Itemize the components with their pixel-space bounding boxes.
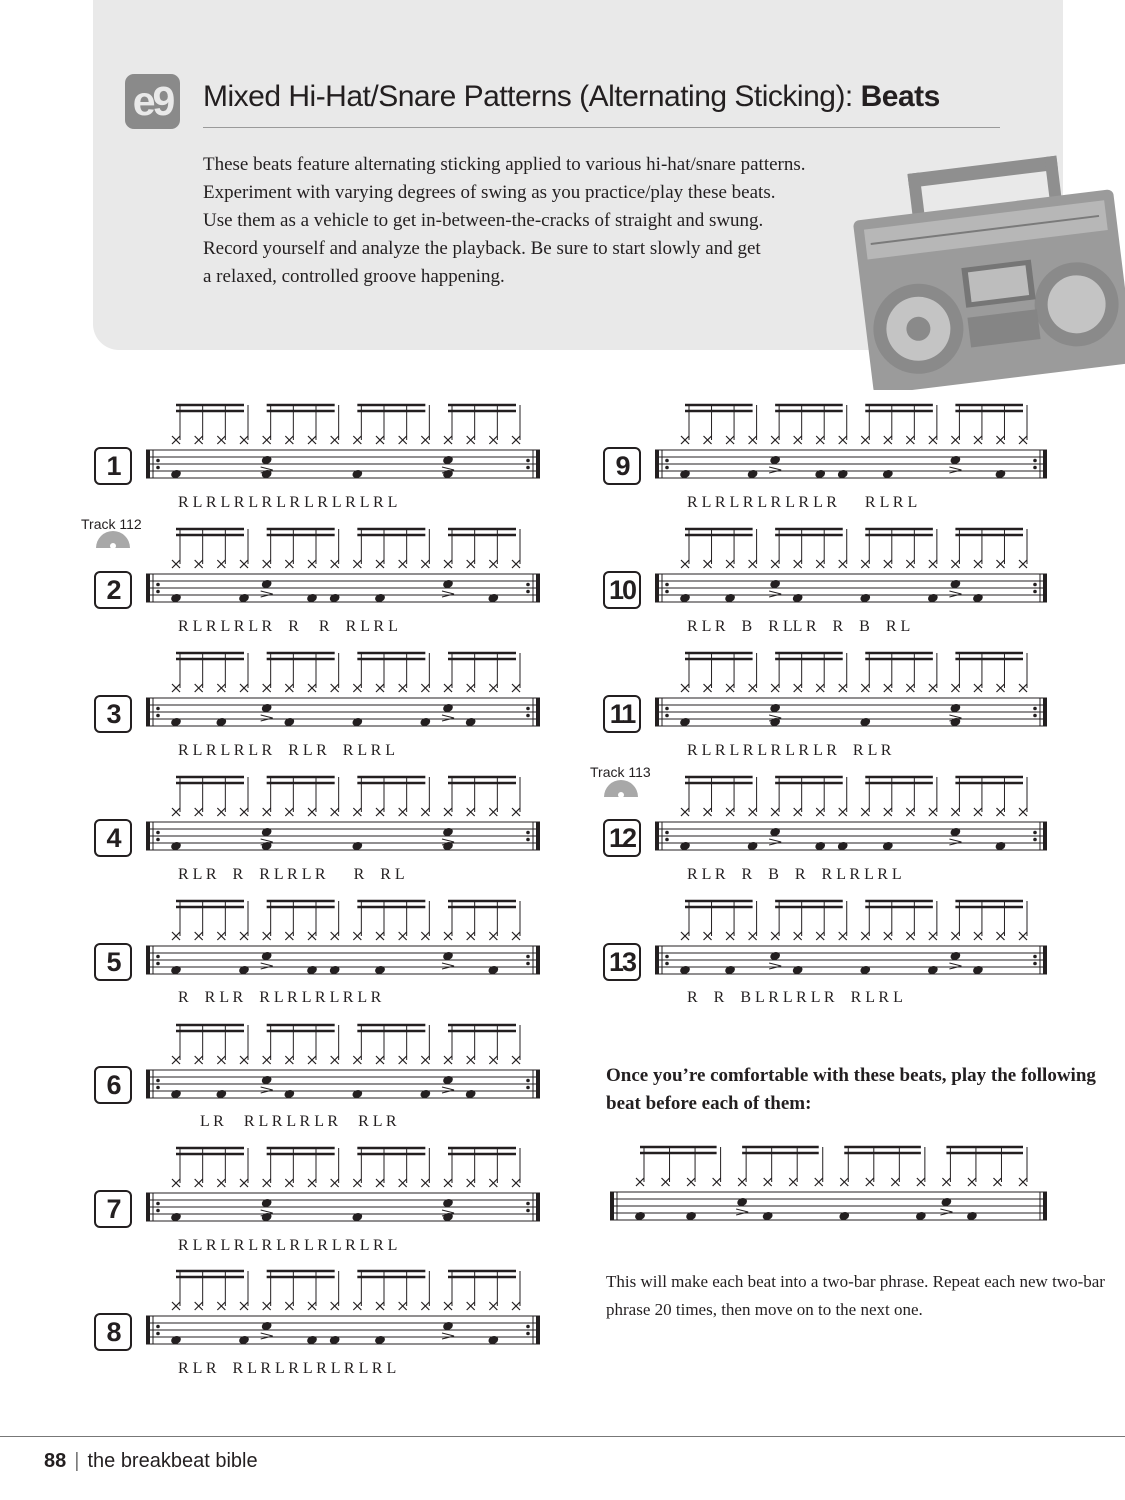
sticking-11: R L R L R L R L R L R R L R: [687, 742, 892, 759]
accent-mark: [769, 963, 781, 969]
book-title: the breakbeat bible: [87, 1450, 258, 1472]
repeat-dot: [1033, 707, 1037, 711]
accent-mark: [261, 1333, 273, 1339]
accent-mark: [261, 963, 273, 969]
exercise-number-5: 5: [94, 943, 132, 981]
repeat-dot: [1033, 838, 1037, 842]
repeat-dot: [156, 583, 160, 587]
cd-icon-hole: [618, 792, 624, 798]
repeat-dot: [156, 838, 160, 842]
repeat-dot: [526, 1202, 530, 1206]
exercise-number-6: 6: [94, 1066, 132, 1104]
barline-thick: [655, 698, 659, 726]
barline-thick: [655, 450, 659, 478]
barline-thick: [146, 1193, 150, 1221]
repeat-dot: [156, 831, 160, 835]
barline-thick: [655, 822, 659, 850]
repeat-dot: [526, 838, 530, 842]
repeat-dot: [156, 590, 160, 594]
accent-mark: [442, 1087, 454, 1093]
repeat-dot: [1033, 459, 1037, 463]
footer-separator: |: [74, 1450, 80, 1472]
sticking-7: R L R L R L R L R L R L R L R L: [178, 1237, 398, 1254]
repeat-dot: [665, 583, 669, 587]
exercise-number-10: 10: [603, 571, 641, 609]
repeat-dot: [526, 1325, 530, 1329]
repeat-dot: [665, 459, 669, 463]
barline-thick: [146, 946, 150, 974]
repeat-dot: [526, 1332, 530, 1336]
exercise-number-8: 8: [94, 1313, 132, 1351]
barline-thick: [655, 574, 659, 602]
accent-mark: [769, 839, 781, 845]
footer-rule: [0, 1436, 1125, 1437]
sticking-10: R L R B R LL R R B R L: [687, 618, 911, 635]
barline-thick: [1043, 946, 1047, 974]
accent-mark: [736, 1209, 748, 1215]
repeat-dot: [156, 707, 160, 711]
accent-mark: [442, 963, 454, 969]
barline-thick: [146, 698, 150, 726]
repeat-dot: [665, 831, 669, 835]
title-regular: Mixed Hi-Hat/Snare Patterns (Alternating Sticking):: [203, 80, 861, 113]
accent-mark: [949, 963, 961, 969]
repeat-dot: [665, 714, 669, 718]
repeat-dot: [665, 962, 669, 966]
repeat-dot: [1033, 955, 1037, 959]
repeat-dot: [156, 1086, 160, 1090]
accent-mark: [949, 839, 961, 845]
page-number: 88: [44, 1450, 67, 1472]
repeat-dot: [526, 1209, 530, 1213]
track-label-112: Track 112: [81, 516, 142, 532]
repeat-dot: [526, 583, 530, 587]
repeat-dot: [665, 955, 669, 959]
accent-mark: [442, 1333, 454, 1339]
repeat-dot: [1033, 466, 1037, 470]
repeat-dot: [526, 466, 530, 470]
sticking-12: R L R R B R R L R L R L: [687, 866, 902, 883]
barline-thick: [146, 450, 150, 478]
accent-mark: [769, 591, 781, 597]
repeat-dot: [665, 707, 669, 711]
repeat-dot: [156, 459, 160, 463]
repeat-dot: [1033, 962, 1037, 966]
repeat-dot: [156, 962, 160, 966]
barline-thick: [1043, 574, 1047, 602]
exercise-number-1: 1: [94, 447, 132, 485]
accent-mark: [949, 467, 961, 473]
sticking-13: R R B L R L R L R R L R L: [687, 989, 903, 1006]
barline-thick: [146, 1070, 150, 1098]
sticking-6: L R R L R L R L R R L R: [200, 1113, 397, 1130]
repeat-dot: [526, 714, 530, 718]
barline-thick: [146, 574, 150, 602]
repeat-dot: [156, 1202, 160, 1206]
barline-thick: [1043, 450, 1047, 478]
repeat-dot: [1033, 590, 1037, 594]
repeat-dot: [156, 955, 160, 959]
accent-mark: [261, 1087, 273, 1093]
barline-thick: [536, 698, 540, 726]
accent-mark: [442, 715, 454, 721]
intro-line: These beats feature alternating sticking applied to various hi-hat/snare patterns.: [203, 154, 806, 175]
intro-line: Use them as a vehicle to get in-between-the-cracks of straight and swung.: [203, 210, 764, 231]
sticking-4: R L R R R L R L R R R L: [178, 866, 405, 883]
exercise-number-7: 7: [94, 1190, 132, 1228]
repeat-dot: [665, 466, 669, 470]
sticking-1: R L R L R L R L R L R L R L R L: [178, 494, 398, 511]
accent-mark: [261, 591, 273, 597]
repeat-dot: [1033, 583, 1037, 587]
sticking-2: R L R L R L R R R R L R L: [178, 618, 398, 635]
accent-mark: [949, 591, 961, 597]
barline-thick: [655, 946, 659, 974]
repeat-dot: [526, 831, 530, 835]
accent-mark: [261, 715, 273, 721]
barline-thick: [536, 574, 540, 602]
repeat-dot: [156, 1079, 160, 1083]
track-label-113: Track 113: [590, 764, 651, 780]
barline-thick: [610, 1192, 614, 1220]
exercise-number-4: 4: [94, 819, 132, 857]
sticking-5: R R L R R L R L R L R L R: [178, 989, 382, 1006]
repeat-dot: [156, 1332, 160, 1336]
note-body: This will make each beat into a two-bar phrase. Repeat each new two-bar phrase 20 times, then move on to the next one.: [606, 1272, 1105, 1319]
repeat-dot: [156, 1209, 160, 1213]
accent-mark: [769, 467, 781, 473]
repeat-dot: [526, 590, 530, 594]
repeat-dot: [526, 459, 530, 463]
exercise-number-3: 3: [94, 695, 132, 733]
barline-thick: [146, 1316, 150, 1344]
accent-mark: [442, 591, 454, 597]
exercise-number-13: 13: [603, 943, 641, 981]
barline-thick: [146, 822, 150, 850]
repeat-dot: [156, 466, 160, 470]
repeat-dot: [1033, 714, 1037, 718]
barline-thick: [536, 822, 540, 850]
intro-line: Experiment with varying degrees of swing as you practice/play these beats.: [203, 182, 776, 203]
repeat-dot: [526, 955, 530, 959]
title-bold: Beats: [860, 80, 940, 113]
barline-thick: [1043, 698, 1047, 726]
page-footer: [44, 1450, 258, 1473]
exercise-number-11: 11: [603, 695, 641, 733]
barline-thick: [536, 946, 540, 974]
cd-icon-hole: [110, 543, 116, 549]
note-heading: Once you’re comfortable with these beats, play the following beat before each of them:: [606, 1065, 1096, 1114]
repeat-dot: [156, 1325, 160, 1329]
repeat-dot: [156, 714, 160, 718]
repeat-dot: [526, 1086, 530, 1090]
exercise-number-12: 12: [603, 819, 641, 857]
intro-line: Record yourself and analyze the playback. Be sure to start slowly and get: [203, 238, 761, 259]
barline-thick: [536, 450, 540, 478]
repeat-dot: [665, 590, 669, 594]
sticking-8: R L R R L R L R L R L R L R L: [178, 1360, 397, 1377]
sticking-3: R L R L R L R R L R R L R L: [178, 742, 396, 759]
repeat-dot: [665, 838, 669, 842]
sticking-9: R L R L R L R L R L R R L R L: [687, 494, 918, 511]
accent-mark: [940, 1209, 952, 1215]
logo-text: e9: [132, 78, 173, 124]
barline-thick: [536, 1316, 540, 1344]
barline-thick: [536, 1070, 540, 1098]
repeat-dot: [526, 962, 530, 966]
intro-line: a relaxed, controlled groove happening.: [203, 266, 505, 287]
exercise-number-2: 2: [94, 571, 132, 609]
barline-thick: [1043, 1192, 1047, 1220]
repeat-dot: [526, 1079, 530, 1083]
barline-thick: [536, 1193, 540, 1221]
repeat-dot: [1033, 831, 1037, 835]
exercise-number-9: 9: [603, 447, 641, 485]
barline-thick: [1043, 822, 1047, 850]
repeat-dot: [526, 707, 530, 711]
